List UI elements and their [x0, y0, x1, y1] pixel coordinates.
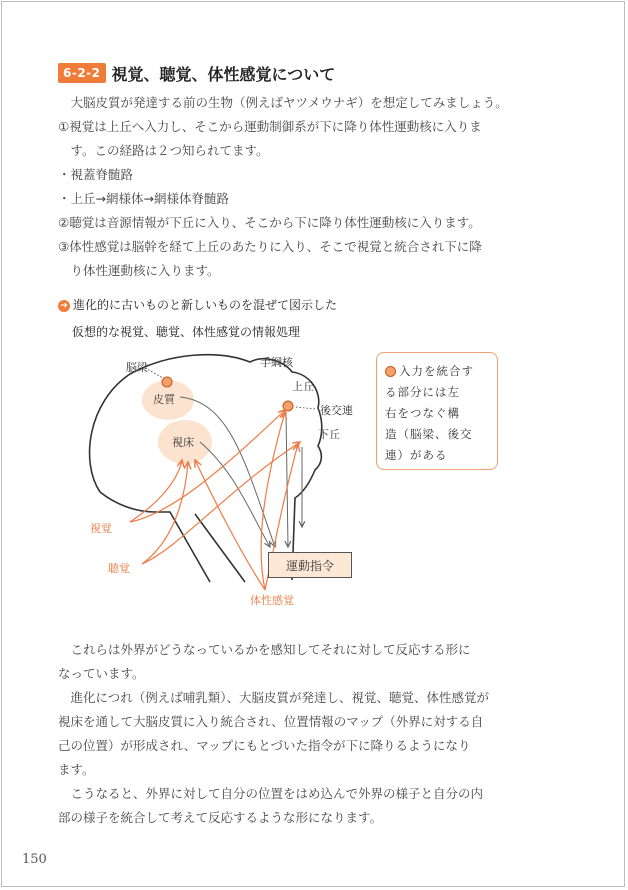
label-corpus-callosum: 脳梁 — [126, 361, 148, 374]
figure-caption-line2: 仮想的な視覚、聴覚、体性感覚の情報処理 — [72, 325, 301, 339]
intro-line: ・視蓋脊髄路 — [58, 167, 134, 182]
brain-diagram — [60, 342, 540, 617]
figure-caption-line1: 進化的に古いものと新しいものを混ぜて図示した — [73, 298, 338, 312]
motor-command-box: 運動指令 — [268, 552, 352, 578]
label-thalamus: 視床 — [172, 436, 194, 449]
label-hearing: 聴覚 — [108, 562, 130, 575]
label-posterior-commissure: 後交連 — [320, 404, 353, 417]
integration-dot-icon — [385, 366, 396, 377]
note-line: 連）がある — [385, 448, 448, 462]
section-title: 視覚、聴覚、体性感覚について — [111, 64, 336, 84]
colliculus-integration-dot — [283, 401, 293, 411]
integration-note-box — [376, 352, 498, 470]
intro-line: ③体性感覚は脳幹を経て上丘のあたりに入り、そこで視覚と統合され下に降 — [58, 239, 482, 254]
note-line: る部分には左 — [385, 385, 460, 399]
page-number: 150 — [22, 852, 47, 867]
intro-line: ②聴覚は音源情報が下丘に入り、そこから下に降り体性運動核に入ります。 — [58, 215, 481, 230]
note-line-1: 入力を統合す — [385, 361, 491, 382]
intro-line: ①視覚は上丘へ入力し、そこから運動制御系が下に降り体性運動核に入りま — [58, 119, 482, 134]
closing-line: なっています。 — [58, 666, 145, 681]
closing-line: こうなると、外界に対して自分の位置をはめ込んで外界の様子と自分の内 — [58, 786, 484, 801]
label-hand-nucleus: 手綱核 — [260, 356, 293, 369]
label-vision: 視覚 — [90, 522, 112, 535]
label-superior-colliculus: 上丘 — [292, 380, 314, 393]
section-number-badge: 6-2-2 — [58, 63, 106, 83]
closing-line: 進化につれ（例えば哺乳類）、大脳皮質が発達し、視覚、聴覚、体性感覚が — [58, 690, 490, 705]
intro-line: す。この経路は２つ知られてます。 — [58, 143, 269, 158]
closing-line: ます。 — [58, 762, 95, 777]
figure-caption — [58, 296, 337, 340]
section-heading — [58, 60, 335, 86]
label-somatosensory: 体性感覚 — [250, 594, 294, 607]
label-cortex: 皮質 — [153, 393, 175, 406]
intro-line: ・上丘→網様体→網様体脊髄路 — [58, 191, 229, 206]
note-line: 右をつなぐ構 — [385, 406, 460, 420]
closing-line: 己の位置）が形成され、マップにもとづいた指令が下に降りるようになり — [58, 738, 471, 753]
intro-line: 大脳皮質が発達する前の生物（例えばヤツメウナギ）を想定してみましょう。 — [58, 95, 508, 110]
cortex-integration-dot — [162, 377, 172, 387]
closing-line: 視床を通して大脳皮質に入り統合され、位置情報のマップ（外界に対する自 — [58, 714, 484, 729]
label-inferior-colliculus: 下丘 — [318, 428, 340, 441]
closing-line: 部の様子を統合して考えて反応するような形になります。 — [58, 810, 383, 825]
closing-line: これらは外界がどうなっているかを感知してそれに対して反応する形に — [58, 642, 471, 657]
intro-line: り体性運動核に入ります。 — [58, 263, 220, 278]
note-line: 造（脳梁、後交 — [385, 427, 473, 441]
arrow-right-icon: ➔ — [58, 300, 70, 312]
